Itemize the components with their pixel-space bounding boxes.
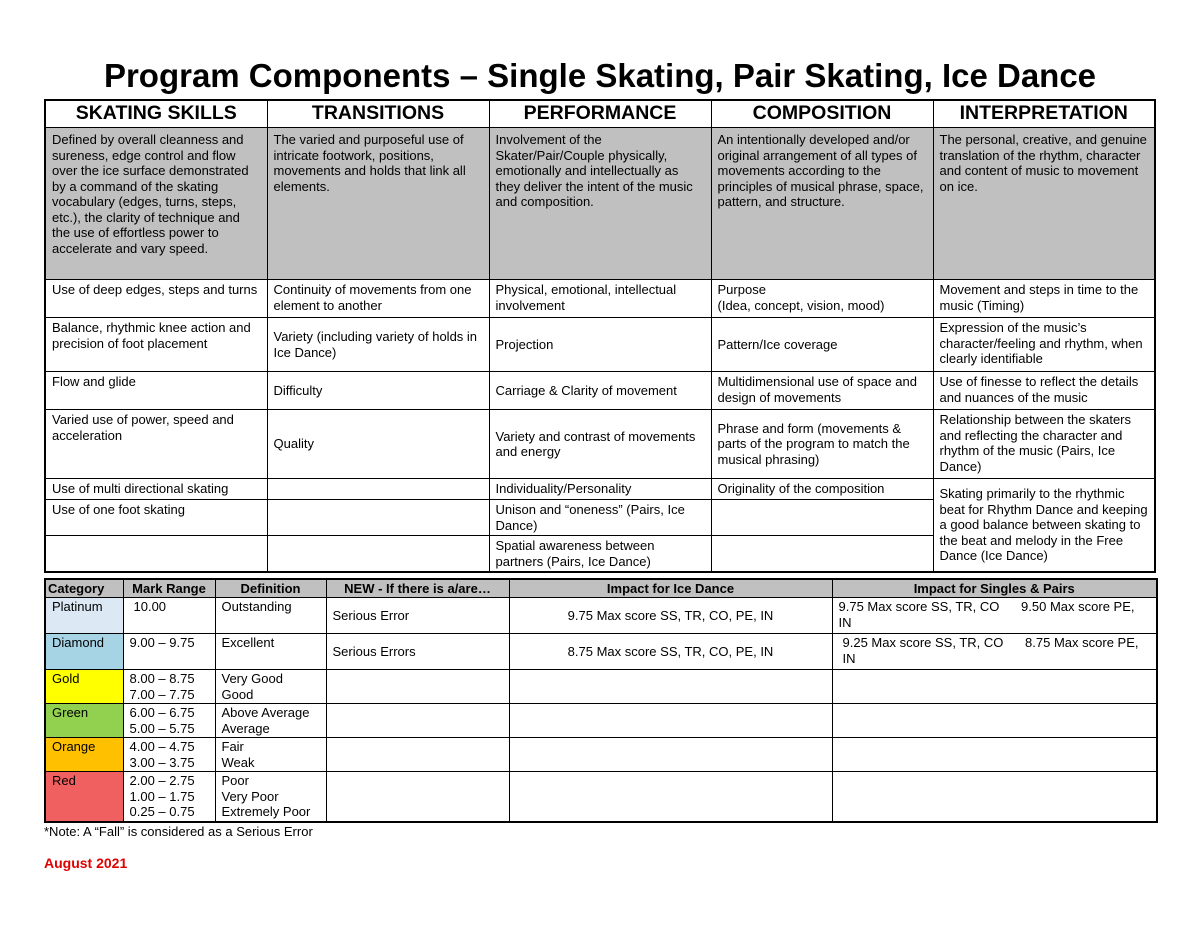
mark-definition	[215, 738, 326, 772]
mark-definition-value: Extremely Poor	[221, 804, 311, 819]
mark-range-value: 5.00 – 5.75	[129, 720, 195, 736]
empty-cell	[267, 479, 489, 500]
mark-range-value: 7.00 – 7.75	[129, 686, 195, 702]
singles-pairs-impact-a: 9.25 Max score SS, TR, CO	[842, 635, 1004, 650]
criterion-cell: Use of multi directional skating	[45, 479, 267, 500]
mark-header-row	[45, 579, 1157, 598]
empty-cell	[326, 704, 509, 738]
mark-row-gold	[45, 670, 1157, 704]
empty-cell	[509, 738, 832, 772]
criterion-cell: Flow and glide	[45, 372, 267, 410]
definition-transitions: The varied and purposeful use of intricate footwork, positions, movements and holds that link all elements.	[267, 128, 489, 280]
criterion-text: (Idea, concept, vision, mood)	[717, 297, 885, 313]
criteria-row	[45, 372, 1155, 410]
mark-definition-value: Fair	[221, 739, 244, 754]
mark-range-value: 8.00 – 8.75	[129, 671, 195, 686]
criterion-cell: Quality	[267, 410, 489, 479]
criterion-cell: Skating primarily to the rhythmic beat for Rhythm Dance and keeping a good balance between skating to the beat and melody in the Free Dance (Ice Dance)	[933, 479, 1155, 573]
criteria-row	[45, 479, 1155, 500]
criterion-cell: Varied use of power, speed and acceleration	[45, 410, 267, 479]
singles-pairs-impact-b: 8.75 Max score PE, IN	[842, 635, 1139, 666]
mark-definition: Outstanding	[215, 598, 326, 634]
empty-cell	[267, 500, 489, 536]
empty-cell	[326, 738, 509, 772]
mark-range	[123, 670, 215, 704]
definition-composition: An intentionally developed and/or original arrangement of all types of movements according to the principles of musical phrase, space, pattern, and structure.	[711, 128, 933, 280]
criterion-text: Purpose	[717, 282, 766, 297]
mark-range: 9.00 – 9.75	[123, 634, 215, 670]
empty-cell	[326, 772, 509, 822]
criterion-cell: Use of deep edges, steps and turns	[45, 280, 267, 318]
mark-definition-value: Above Average	[221, 705, 310, 720]
criterion-cell: Difficulty	[267, 372, 489, 410]
empty-cell	[711, 536, 933, 573]
criteria-row	[45, 410, 1155, 479]
singles-pairs-impact-b: 9.50 Max score PE, IN	[838, 599, 1135, 630]
mark-definition-value: Poor	[221, 773, 249, 788]
mark-range-value: 4.00 – 4.75	[129, 739, 195, 754]
criterion-cell: Individuality/Personality	[489, 479, 711, 500]
date-label: August 2021	[44, 855, 128, 871]
mark-definition-value: Very Poor	[221, 788, 279, 804]
mark-range	[123, 772, 215, 822]
error-label: Serious Errors	[326, 634, 509, 670]
criterion-cell: Variety (including variety of holds in Ice Dance)	[267, 318, 489, 372]
header-transitions: TRANSITIONS	[267, 100, 489, 128]
criterion-cell: Originality of the composition	[711, 479, 933, 500]
criterion-cell: Balance, rhythmic knee action and precision of foot placement	[45, 318, 267, 372]
header-composition: COMPOSITION	[711, 100, 933, 128]
components-header-row	[45, 100, 1155, 128]
definition-performance: Involvement of the Skater/Pair/Couple physically, emotionally and intellectually as they deliver the intent of the music and composition.	[489, 128, 711, 280]
mark-definition-value: Weak	[221, 754, 255, 770]
header-skating-skills: SKATING SKILLS	[45, 100, 267, 128]
criterion-cell	[711, 280, 933, 318]
empty-cell	[326, 670, 509, 704]
definition-interpretation: The personal, creative, and genuine translation of the rhythm, character and content of music to movement on ice.	[933, 128, 1155, 280]
mark-range	[123, 704, 215, 738]
mark-definition	[215, 772, 326, 822]
mark-definition-value: Good	[221, 686, 254, 702]
mark-row-platinum	[45, 598, 1157, 634]
empty-cell	[509, 704, 832, 738]
mark-row-green	[45, 704, 1157, 738]
criteria-row	[45, 280, 1155, 318]
singles-pairs-impact	[832, 598, 1157, 634]
category-green: Green	[45, 704, 123, 738]
category-platinum: Platinum	[45, 598, 123, 634]
category-diamond: Diamond	[45, 634, 123, 670]
header-interpretation: INTERPRETATION	[933, 100, 1155, 128]
mark-row-red	[45, 772, 1157, 822]
category-orange: Orange	[45, 738, 123, 772]
criterion-cell: Unison and “oneness” (Pairs, Ice Dance)	[489, 500, 711, 536]
mark-range-table	[44, 578, 1158, 823]
mark-range	[123, 738, 215, 772]
mark-range-value: 3.00 – 3.75	[129, 754, 195, 770]
mark-range-value: 0.25 – 0.75	[129, 804, 195, 819]
mark-range-value: 2.00 – 2.75	[129, 773, 195, 788]
mark-row-orange	[45, 738, 1157, 772]
ice-dance-impact: 8.75 Max score SS, TR, CO, PE, IN	[509, 634, 832, 670]
header-new-errors: NEW - If there is a/are…	[326, 579, 509, 598]
mark-range-value: 6.00 – 6.75	[129, 705, 195, 720]
definitions-row	[45, 128, 1155, 280]
header-impact-singles-pairs: Impact for Singles & Pairs	[832, 579, 1157, 598]
mark-definition	[215, 670, 326, 704]
criteria-row	[45, 318, 1155, 372]
mark-definition-value: Average	[221, 720, 270, 736]
category-red: Red	[45, 772, 123, 822]
singles-pairs-impact-a: 9.75 Max score SS, TR, CO	[838, 599, 1000, 614]
header-impact-ice-dance: Impact for Ice Dance	[509, 579, 832, 598]
mark-range-value: 1.00 – 1.75	[129, 788, 195, 804]
empty-cell	[45, 536, 267, 573]
footnote: *Note: A “Fall” is considered as a Serious Error	[44, 824, 313, 839]
mark-range: 10.00	[123, 598, 215, 634]
empty-cell	[832, 738, 1157, 772]
criterion-cell: Projection	[489, 318, 711, 372]
empty-cell	[509, 670, 832, 704]
criterion-cell: Carriage & Clarity of movement	[489, 372, 711, 410]
empty-cell	[267, 536, 489, 573]
empty-cell	[509, 772, 832, 822]
program-components-table	[44, 99, 1156, 573]
empty-cell	[711, 500, 933, 536]
criterion-cell: Multidimensional use of space and design of movements	[711, 372, 933, 410]
header-performance: PERFORMANCE	[489, 100, 711, 128]
criterion-cell: Use of one foot skating	[45, 500, 267, 536]
singles-pairs-impact	[832, 634, 1157, 670]
criterion-cell: Expression of the music’s character/feeling and rhythm, when clearly identifiable	[933, 318, 1155, 372]
mark-row-diamond	[45, 634, 1157, 670]
page-title: Program Components – Single Skating, Pair Skating, Ice Dance	[103, 57, 1097, 94]
mark-definition-value: Very Good	[221, 671, 283, 686]
mark-definition: Excellent	[215, 634, 326, 670]
ice-dance-impact: 9.75 Max score SS, TR, CO, PE, IN	[509, 598, 832, 634]
empty-cell	[832, 670, 1157, 704]
criterion-cell: Pattern/Ice coverage	[711, 318, 933, 372]
criterion-cell: Continuity of movements from one element to another	[267, 280, 489, 318]
criterion-cell: Use of finesse to reflect the details and nuances of the music	[933, 372, 1155, 410]
header-definition: Definition	[215, 579, 326, 598]
header-category: Category	[45, 579, 123, 598]
empty-cell	[832, 772, 1157, 822]
criterion-cell: Phrase and form (movements & parts of the program to match the musical phrasing)	[711, 410, 933, 479]
criterion-cell: Movement and steps in time to the music (Timing)	[933, 280, 1155, 318]
definition-skating-skills: Defined by overall cleanness and sureness, edge control and flow over the ice surface demonstrated by a command of the skating vocabulary (edges, turns, steps, etc.), the clarity of technique and the use of effortless power to accelerate and vary speed.	[45, 128, 267, 280]
criterion-cell: Physical, emotional, intellectual involvement	[489, 280, 711, 318]
category-gold: Gold	[45, 670, 123, 704]
mark-definition	[215, 704, 326, 738]
criterion-cell: Variety and contrast of movements and energy	[489, 410, 711, 479]
header-mark-range: Mark Range	[123, 579, 215, 598]
criterion-cell: Spatial awareness between partners (Pairs, Ice Dance)	[489, 536, 711, 573]
criterion-cell: Relationship between the skaters and reflecting the character and rhythm of the music (Pairs, Ice Dance)	[933, 410, 1155, 479]
empty-cell	[832, 704, 1157, 738]
error-label: Serious Error	[326, 598, 509, 634]
